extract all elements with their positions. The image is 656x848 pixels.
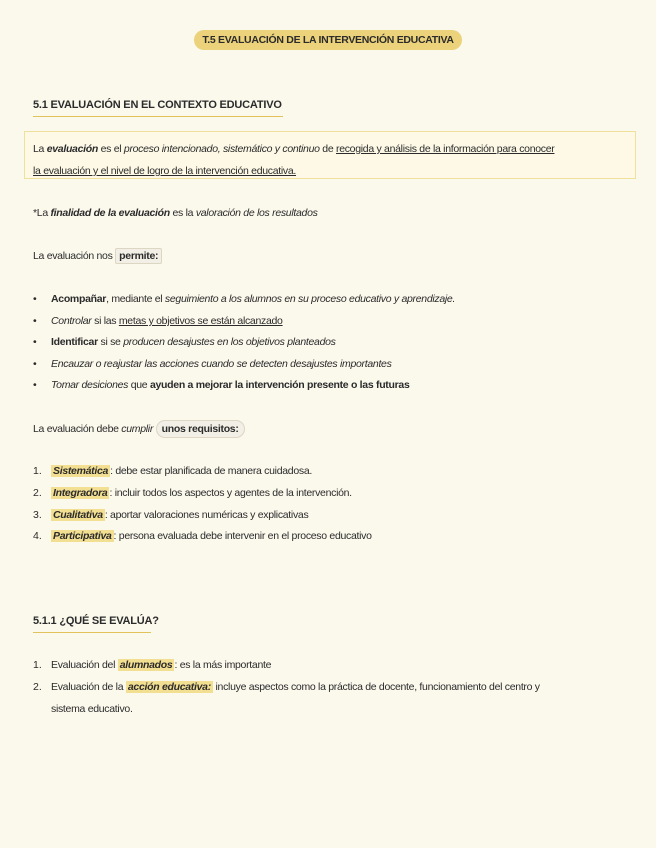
highlighted-term: acción educativa:	[127, 681, 211, 693]
text: valoración de los resultados	[195, 207, 318, 219]
boxed-term: permite:	[115, 248, 162, 264]
list-number: 1.	[33, 659, 42, 671]
list-number: 3.	[33, 509, 42, 521]
text: seguimiento a los alumnos en su proceso educativo y aprendizaje.	[164, 293, 456, 305]
evalua-item-2-continuation	[51, 703, 133, 715]
document-title: T.5 EVALUACIÓN DE LA INTERVENCIÓN EDUCATIVA	[194, 30, 461, 50]
highlighted-term: Integradora	[53, 487, 108, 499]
text: Controlar	[51, 315, 92, 327]
highlighted-term: Sistemática	[53, 465, 109, 477]
section-heading-5-1	[33, 99, 282, 111]
text: : debe estar planificada de manera cuidadosa.	[110, 465, 312, 477]
finalidad-line	[33, 207, 318, 219]
requisito-item-2	[51, 487, 352, 499]
definition-phrase: proceso intencionado, sistemático y continuo	[123, 143, 320, 155]
evalua-item-1	[51, 659, 271, 671]
section-heading-text: 5.1.1 ¿QUÉ SE EVALÚA?	[33, 615, 159, 627]
bullet-item-1	[51, 293, 455, 305]
text: : aportar valoraciones numéricas y explicativas	[104, 509, 309, 521]
text: La evaluación debe	[33, 423, 122, 435]
text: Evaluación del	[51, 659, 118, 671]
requisito-item-1	[51, 465, 312, 477]
term-evaluacion: evaluación	[46, 143, 98, 155]
heading-underline	[33, 116, 283, 117]
requisito-item-3	[51, 509, 308, 521]
section-heading-5-1-1	[33, 615, 159, 627]
term-finalidad: finalidad de la evaluación	[50, 207, 170, 219]
highlighted-term: Cualitativa	[53, 509, 103, 521]
section-heading-text: 5.1 EVALUACIÓN EN EL CONTEXTO EDUCATIVO	[33, 99, 282, 111]
list-number: 1.	[33, 465, 42, 477]
text: La evaluación nos	[33, 250, 116, 262]
oval-term: unos requisitos:	[156, 420, 245, 438]
text: Acompañar	[51, 293, 107, 305]
text: cumplir	[121, 423, 154, 435]
requisitos-line	[33, 423, 245, 435]
text: *La	[33, 207, 51, 219]
text: producen desajustes en los objetivos planteados	[123, 336, 336, 348]
text: , mediante el	[106, 293, 165, 305]
text: de	[319, 143, 336, 155]
text: : es la más importante	[174, 659, 272, 671]
list-number: 2.	[33, 681, 42, 693]
definition-line-1	[33, 143, 554, 155]
list-number: 4.	[33, 530, 42, 542]
bullet-icon: •	[33, 336, 37, 348]
bullet-item-4	[51, 358, 392, 370]
underlined-phrase: metas y objetivos se están alcanzado	[118, 315, 283, 327]
highlighted-term: alumnados	[119, 659, 173, 671]
requisito-item-4	[51, 530, 372, 542]
evalua-item-2	[51, 681, 540, 693]
text: Identificar	[51, 336, 98, 348]
bullet-icon: •	[33, 293, 37, 305]
bullet-item-5	[51, 379, 409, 391]
permite-line	[33, 250, 162, 262]
bullet-icon: •	[33, 315, 37, 327]
definition-line-2	[33, 165, 296, 177]
bullet-icon: •	[33, 358, 37, 370]
text: es la	[169, 207, 196, 219]
heading-underline	[33, 632, 151, 633]
text: Tomar desiciones	[51, 379, 129, 391]
list-number: 2.	[33, 487, 42, 499]
text: si se	[97, 336, 124, 348]
text: : persona evaluada debe intervenir en el proceso educativo	[113, 530, 372, 542]
text: sistema educativo.	[51, 703, 133, 715]
text: ayuden a mejorar la intervención presente o las futuras	[149, 379, 410, 391]
text: Evaluación de la	[51, 681, 126, 693]
title-container	[0, 30, 656, 50]
text: es el	[97, 143, 124, 155]
text: que	[128, 379, 150, 391]
text: si las	[91, 315, 119, 327]
bullet-item-2	[51, 315, 283, 327]
bullet-item-3	[51, 336, 336, 348]
text: La	[33, 143, 47, 155]
text: : incluir todos los aspectos y agentes de la intervención.	[109, 487, 352, 499]
bullet-icon: •	[33, 379, 37, 391]
underlined-phrase: la evaluación y el nivel de logro de la intervención educativa.	[33, 165, 297, 177]
text: incluye aspectos como la práctica de docente, funcionamiento del centro y	[212, 681, 540, 693]
underlined-phrase: recogida y análisis de la información para conocer	[336, 143, 555, 155]
highlighted-term: Participativa	[53, 530, 112, 542]
text: Encauzar o reajustar las acciones cuando se detecten desajustes importantes	[51, 358, 392, 370]
